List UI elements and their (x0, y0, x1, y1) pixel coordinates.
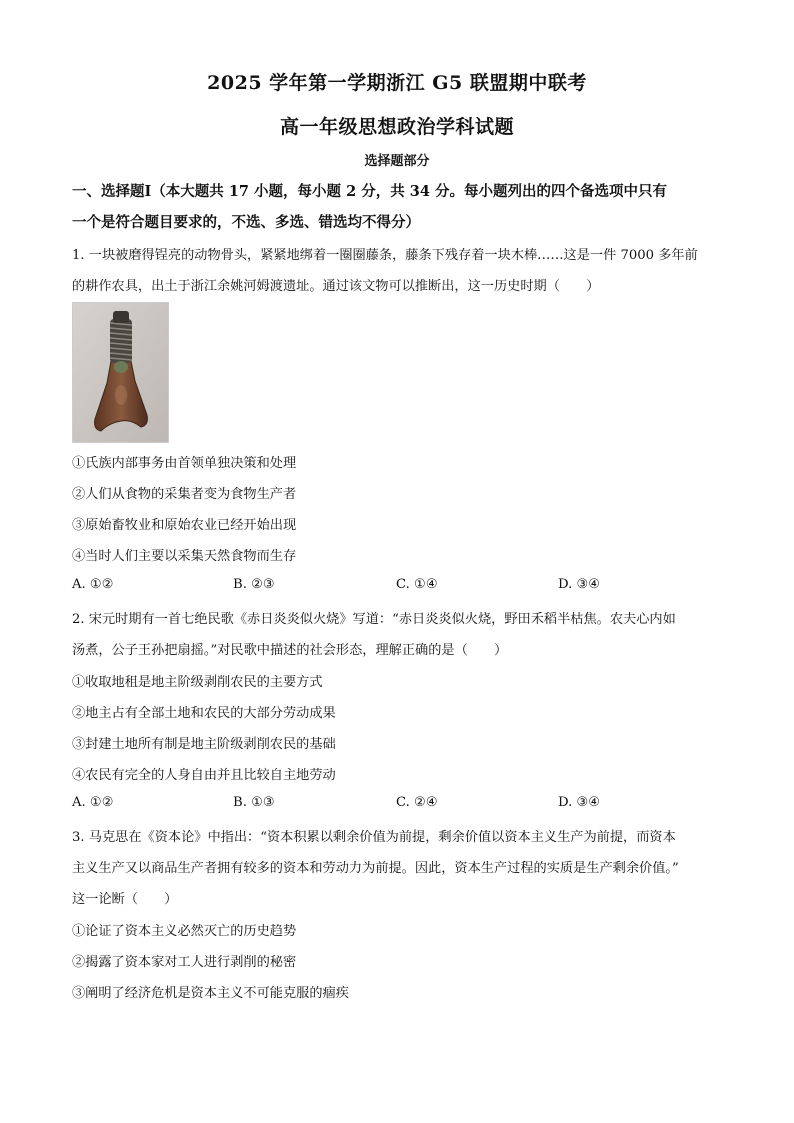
statement-1: ①论证了资本主义必然灭亡的历史趋势 (72, 924, 297, 939)
statement-2: ②揭露了资本家对工人进行剥削的秘密 (72, 955, 297, 970)
section-instruction-line-1: 一、选择题Ⅰ（本大题共 17 小题，每小题 2 分，共 34 分。每小题列出的四个备选项中只有 (72, 183, 668, 200)
question-stem-line: 汤煮，公子王孙把扇摇。”对民歌中描述的社会形态，理解正确的是（ ） (72, 643, 508, 658)
option-d: D. ③④ (558, 577, 601, 592)
bone-tool-image (73, 303, 169, 443)
artifact-photo (72, 302, 169, 443)
section-instruction-line-2: 一个是符合题目要求的，不选、多选、错选均不得分） (72, 214, 420, 231)
option-a: A. ①② (72, 577, 114, 592)
question-stem-line: 主义生产又以商品生产者拥有较多的资本和劳动力为前提。因此，资本生产过程的实质是生产剩余价值。” (72, 861, 679, 876)
exam-subtitle: 高一年级思想政治学科试题 (279, 116, 514, 138)
option-b: B. ②③ (233, 577, 275, 592)
statement-2: ②地主占有全部土地和农民的大部分劳动成果 (72, 706, 336, 721)
exam-title: 2025 学年第一学期浙江 G5 联盟期中联考 (207, 72, 587, 94)
part-heading: 选择题部分 (364, 154, 430, 169)
statement-4: ④当时人们主要以采集天然食物而生存 (72, 549, 297, 564)
question-stem-line: 3. 马克思在《资本论》中指出：“资本积累以剩余价值为前提，剩余价值以资本主义生产为前提，而资本 (72, 830, 676, 845)
statement-3: ③封建土地所有制是地主阶级剥削农民的基础 (72, 737, 336, 752)
option-a: A. ①② (72, 795, 114, 810)
option-c: C. ①④ (396, 577, 438, 592)
statement-4: ④农民有完全的人身自由并且比较自主地劳动 (72, 768, 336, 783)
statement-3: ③原始畜牧业和原始农业已经开始出现 (72, 518, 297, 533)
statement-1: ①氏族内部事务由首领单独决策和处理 (72, 456, 297, 471)
question-stem-line: 的耕作农具，出土于浙江余姚河姆渡遗址。通过该文物可以推断出，这一历史时期（ ） (72, 279, 600, 294)
option-b: B. ①③ (233, 795, 275, 810)
option-d: D. ③④ (558, 795, 601, 810)
question-stem-line: 1. 一块被磨得锃亮的动物骨头，紧紧地绑着一圈圈藤条，藤条下残存着一块木棒……这是一件 7000 多年前 (72, 248, 698, 263)
statement-2: ②人们从食物的采集者变为食物生产者 (72, 487, 297, 502)
option-c: C. ②④ (396, 795, 438, 810)
statement-1: ①收取地租是地主阶级剥削农民的主要方式 (72, 675, 323, 690)
statement-3: ③阐明了经济危机是资本主义不可能克服的痼疾 (72, 986, 349, 1001)
question-stem-line: 2. 宋元时期有一首七绝民歌《赤日炎炎似火烧》写道：“赤日炎炎似火烧，野田禾稻半枯焦。农夫心内如 (72, 612, 676, 627)
question-stem-line: 这一论断（ ） (72, 892, 178, 907)
